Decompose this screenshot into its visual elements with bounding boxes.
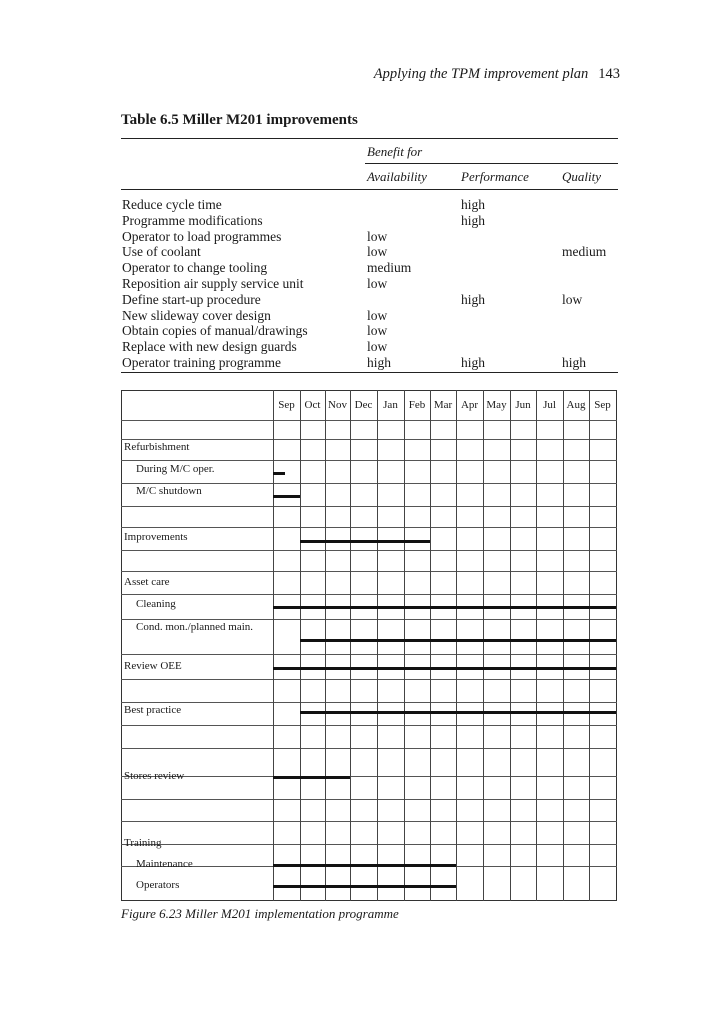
availability-value: low [367,323,388,339]
gantt-activity-label: Operators [136,879,180,891]
month-header: Jul [543,399,556,411]
month-header: Feb [408,399,426,411]
performance-value: high [461,291,486,307]
table-row [122,292,618,308]
month-header: Jan [383,399,398,411]
improvement-name: Programme modifications [122,212,263,228]
gantt-row-line [121,571,617,572]
month-header: Sep [594,399,611,411]
implementation-gantt-chart [121,390,617,900]
gantt-bar [273,606,616,609]
gantt-column-line [589,390,590,901]
gantt-row-line [121,679,617,680]
gantt-row-line [121,550,617,551]
page-number: 143 [598,66,620,82]
gantt-column-line [483,390,484,901]
benefit-group-header: Benefit for [367,144,423,159]
gantt-column-line [300,390,301,901]
month-header: May [486,399,507,411]
availability-value: medium [367,260,412,276]
gantt-column-line [273,390,274,901]
running-header [330,66,620,83]
gantt-row-line [121,748,617,749]
table-row [122,339,618,355]
gantt-row-line [121,725,617,726]
gantt-bar [300,639,616,642]
table-row [122,197,618,213]
table-bottom-rule [121,372,618,373]
gantt-bar [273,885,456,888]
gantt-column-line [430,390,431,901]
gantt-bar [300,711,616,714]
improvement-name: Reposition air supply service unit [122,275,304,291]
gantt-bar [273,495,300,498]
improvement-name: Operator training programme [122,354,281,370]
availability-value: low [367,244,388,260]
performance-value: high [461,354,486,370]
gantt-row-line [121,702,617,703]
gantt-column-line [377,390,378,901]
table-row [122,244,618,260]
gantt-activity-label: Best practice [124,704,182,716]
gantt-activity-label: Cleaning [136,598,176,610]
gantt-row-line [121,654,617,655]
improvement-name: Operator to change tooling [122,260,268,276]
gantt-bar [300,540,430,543]
gantt-column-line [563,390,564,901]
gantt-column-line [456,390,457,901]
month-header: Dec [354,399,373,411]
availability-value: low [367,275,388,291]
performance-value: high [461,212,486,228]
gantt-row-line [121,439,617,440]
month-header: Jun [515,399,531,411]
month-header: Nov [328,399,347,411]
table-row [122,229,618,245]
gantt-bar [273,667,616,670]
improvement-name: New slideway cover design [122,307,271,323]
gantt-row-line [121,420,617,421]
improvement-name: Operator to load programmes [122,228,282,244]
gantt-activity-label: Maintenance [136,858,193,870]
figure-caption: Figure 6.23 Miller M201 implementation programme [121,906,399,921]
gantt-bar [273,776,350,779]
gantt-row-line [121,799,617,800]
availability-value: high [367,354,392,370]
availability-value: low [367,307,388,323]
gantt-column-line [404,390,405,901]
improvement-name: Use of coolant [122,244,201,260]
month-header: Apr [460,399,479,411]
table-row [122,260,618,276]
availability-value: low [367,228,388,244]
running-title: Applying the TPM improvement plan [373,66,589,82]
availability-value: low [367,339,388,355]
column-header-availability: Availability [367,169,427,184]
gantt-bar [273,864,456,867]
month-header: Sep [278,399,295,411]
gantt-column-line [350,390,351,901]
gantt-row-line [121,506,617,507]
gantt-row-line [121,527,617,528]
quality-value: low [562,291,583,307]
quality-value: high [562,354,587,370]
gantt-column-line [325,390,326,901]
gantt-activity-label: M/C shutdown [136,485,202,497]
gantt-activity-label: During M/C oper. [136,463,215,475]
month-header: Aug [566,399,586,411]
gantt-activity-label: Stores review [124,770,185,782]
gantt-activity-label: Training [124,837,162,849]
gantt-activity-label: Review OEE [124,660,182,672]
improvement-name: Obtain copies of manual/drawings [122,323,308,339]
quality-value: medium [562,244,607,260]
column-header-quality: Quality [562,169,601,184]
improvement-name: Reduce cycle time [122,197,222,212]
table-row [122,276,618,292]
gantt-activity-label: Refurbishment [124,441,190,453]
gantt-row-line [121,619,617,620]
gantt-row-line [121,821,617,822]
gantt-activity-label: Asset care [124,576,170,588]
table-title: Table 6.5 Miller M201 improvements [121,112,358,128]
gantt-column-line [536,390,537,901]
month-header: Oct [304,399,321,411]
performance-value: high [461,197,486,212]
gantt-column-line [510,390,511,901]
month-header: Mar [433,399,453,411]
gantt-bar [273,472,285,475]
table-row [122,355,618,371]
improvements-table-body [122,197,618,371]
improvement-name: Replace with new design guards [122,339,297,355]
table-row [122,308,618,324]
table-row [122,323,618,339]
gantt-row-line [121,483,617,484]
column-header-performance: Performance [461,169,529,184]
table-row [122,213,618,229]
gantt-activity-label: Cond. mon./planned main. [136,621,254,633]
benefit-sub-rule [365,163,618,164]
gantt-row-line [121,460,617,461]
improvement-name: Define start-up procedure [122,291,261,307]
table-top-rule [121,138,618,139]
table-header-rule [121,189,618,190]
gantt-activity-label: Improvements [124,531,188,543]
gantt-row-line [121,594,617,595]
